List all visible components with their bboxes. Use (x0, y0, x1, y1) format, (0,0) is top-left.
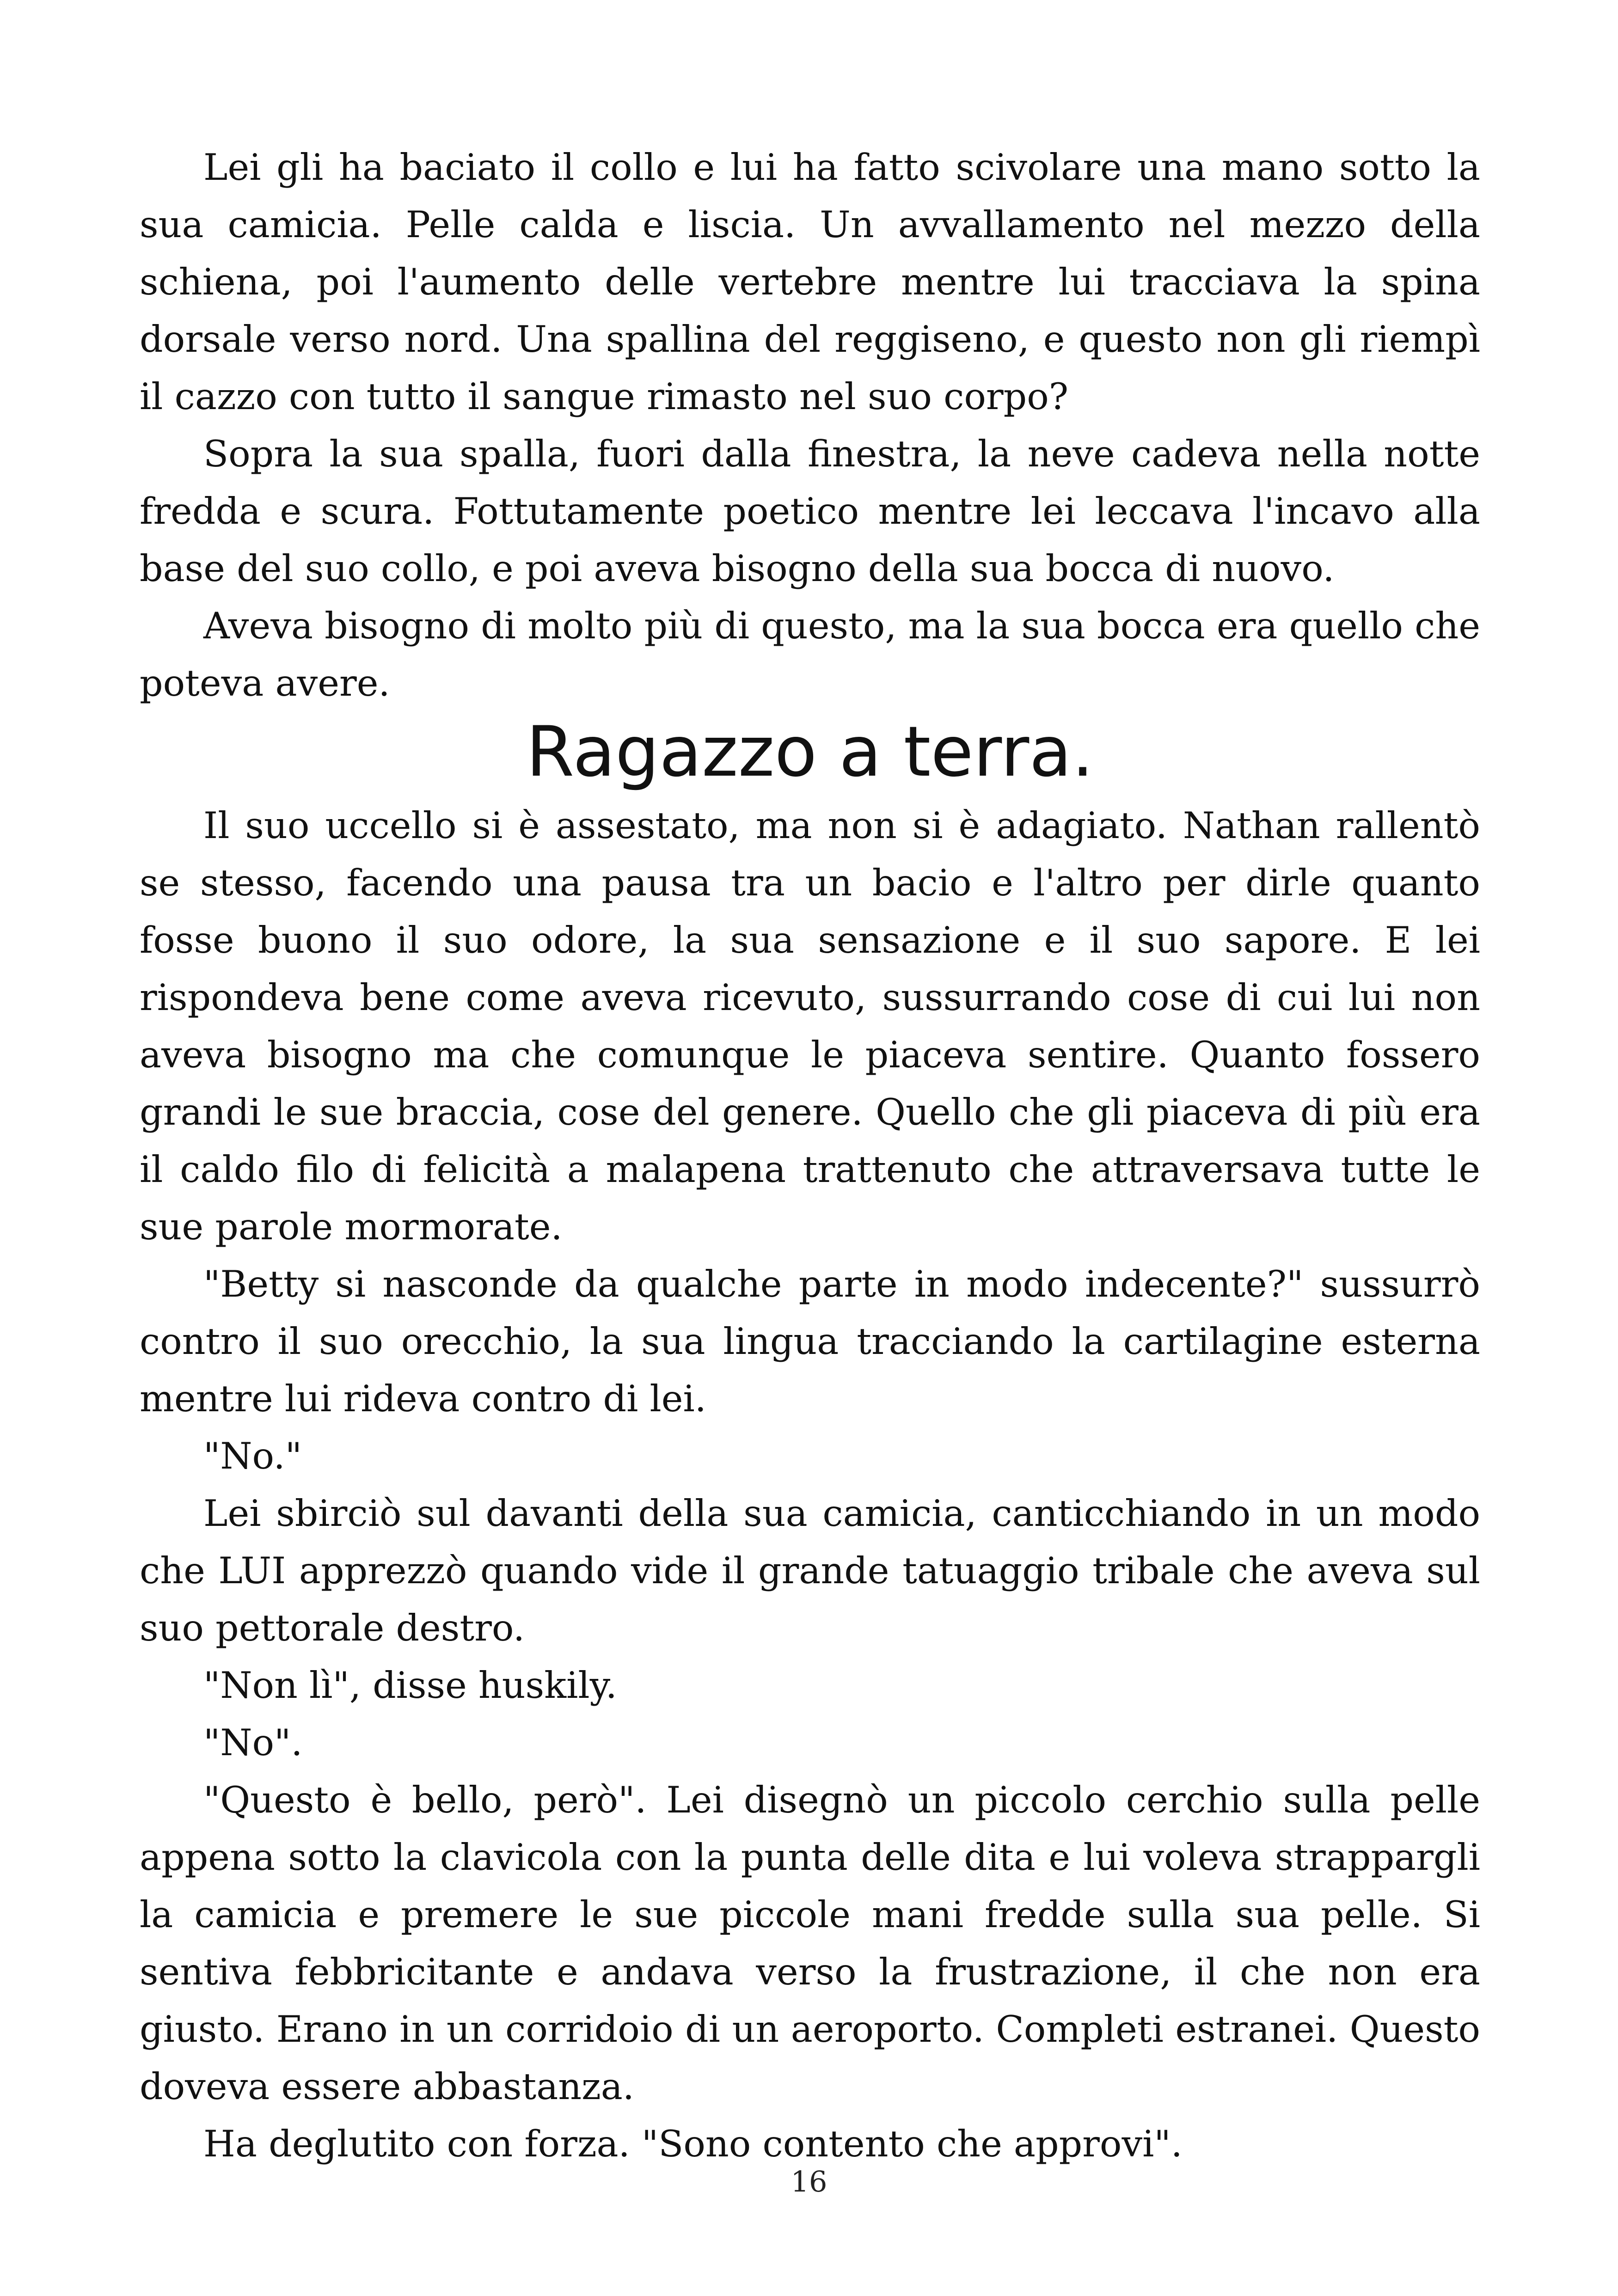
paragraph: Lei gli ha baciato il collo e lui ha fatto scivolare una mano sotto la sua camicia. Pelle calda e liscia. Un avvallamento nel mezzo della schiena, poi l'aumento delle vertebre mentre lui tracciava la spina dorsale verso nord. Una spallina del reggiseno, e questo non gli riempì il cazzo con tutto il sangue rimasto nel suo corpo? (140, 146, 1480, 418)
paragraph: "No". (203, 1721, 303, 1764)
paragraph: "Betty si nasconde da qualche parte in modo indecente?" sussurrò contro il suo orecchio, la sua lingua tracciando la cartilagine esterna mentre lui rideva contro di lei. (140, 1263, 1480, 1420)
paragraph: Il suo uccello si è assestato, ma non si è adagiato. Nathan rallentò se stesso, facendo una pausa tra un bacio e l'altro per dirle quanto fosse buono il suo odore, la sua sensazione e il suo sapore. E lei rispondeva bene come aveva ricevuto, sussurrando cose di cui lui non aveva bisogno ma che comunque le piaceva sentire. Quanto fossero grandi le sue braccia, cose del genere. Quello che gli piaceva di più era il caldo filo di felicità a malapena trattenuto che attraversava tutte le sue parole mormorate. (140, 804, 1480, 1248)
paragraph: "Questo è bello, però". Lei disegnò un piccolo cerchio sulla pelle appena sotto la clavicola con la punta delle dita e lui voleva strappargli la camicia e premere le sue piccole mani fredde sulla sua pelle. Si sentiva febbricitante e andava verso la frustrazione, il che non era giusto. Erano in un corridoio di un aeroporto. Completi estranei. Questo doveva essere abbastanza. (140, 1779, 1480, 2108)
paragraph: Sopra la sua spalla, fuori dalla finestra, la neve cadeva nella notte fredda e scura. Fottutamente poetico mentre lei leccava l'incavo alla base del suo collo, e poi aveva bisogno della sua bocca di nuovo. (140, 433, 1480, 590)
paragraph: Lei sbirciò sul davanti della sua camicia, canticchiando in un modo che LUI apprezzò quando vide il grande tatuaggio tribale che aveva sul suo pettorale destro. (140, 1492, 1480, 1649)
body-text (140, 139, 1480, 2173)
section-heading: Ragazzo a terra. (526, 712, 1094, 792)
paragraph: Aveva bisogno di molto più di questo, ma la sua bocca era quello che poteva avere. (140, 605, 1480, 704)
paragraph: "Non lì", disse huskily. (203, 1664, 617, 1707)
paragraph: Ha deglutito con forza. "Sono contento che approvi". (203, 2123, 1183, 2165)
paragraph: "No." (203, 1435, 302, 1477)
page-number: 16 (791, 2165, 827, 2198)
